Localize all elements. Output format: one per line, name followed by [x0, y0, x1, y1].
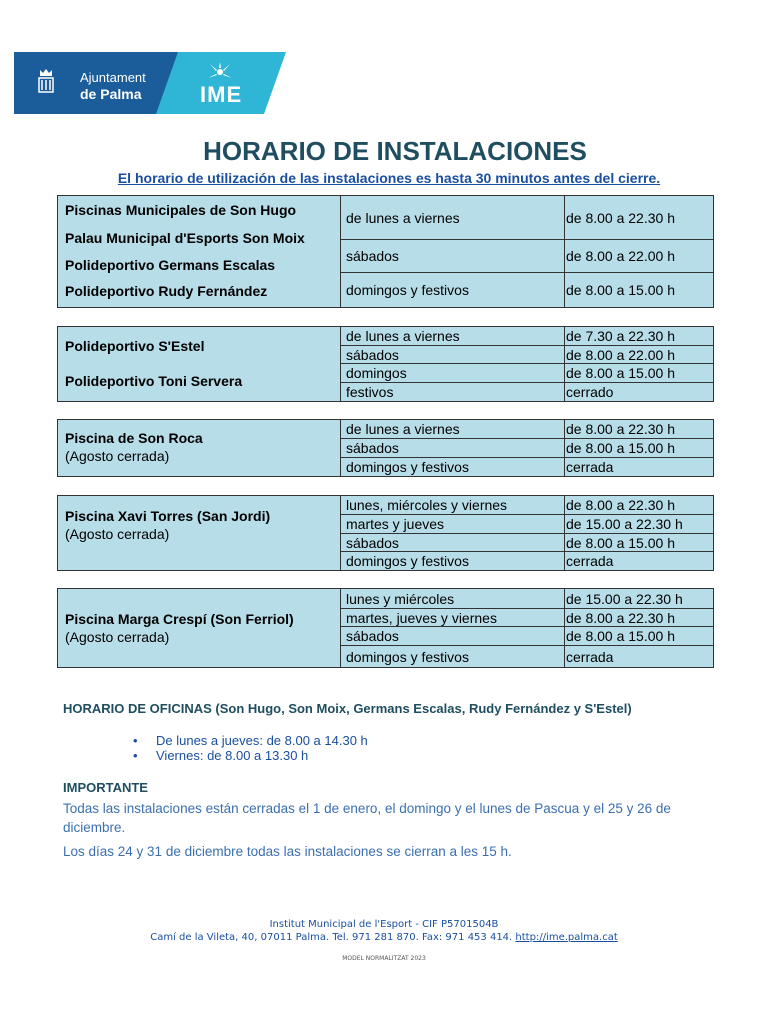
- offices-title: HORARIO DE OFICINAS (Son Hugo, Son Moix, Germans Escalas, Rudy Fernández y S'Estel): [63, 701, 632, 716]
- hours-cell: de 8.00 a 15.00 h: [566, 365, 675, 381]
- important-title: IMPORTANTE: [63, 780, 148, 795]
- important-text: Todas las instalaciones están cerradas el 1 de enero, el domingo y el lunes de Pascua y el 25 y 26 de diciembre.: [63, 801, 671, 835]
- day-cell: lunes y miércoles: [341, 589, 565, 608]
- hours-cell: de 8.00 a 15.00 h: [566, 534, 675, 551]
- hours-cell: de 15.00 a 22.30 h: [566, 516, 683, 532]
- hours-cell: cerrada: [566, 553, 614, 569]
- table-row: [341, 515, 713, 534]
- day-cell: festivos: [341, 383, 565, 401]
- day-cell: martes y jueves: [341, 515, 565, 533]
- hours-cell: de 15.00 a 22.30 h: [566, 590, 683, 607]
- day-cell: domingos y festivos: [341, 458, 565, 476]
- day-cell: de lunes a viernes: [341, 196, 565, 239]
- hours-cell: cerrado: [566, 384, 614, 400]
- schedule-table-1: [57, 195, 714, 308]
- facility-name: Piscina de Son Roca: [65, 430, 203, 446]
- day-cell: domingos y festivos: [341, 552, 565, 570]
- facility-cell: [58, 327, 341, 401]
- table-row: [341, 383, 713, 401]
- bullet-icon: •: [133, 748, 138, 763]
- facility-name: Piscina Xavi Torres (San Jordi): [65, 508, 271, 524]
- list-item-text: De lunes a jueves: de 8.00 a 14.30 h: [156, 733, 368, 748]
- day-cell: domingos: [341, 364, 565, 382]
- schedule-table-3: [57, 419, 714, 477]
- hours-cell: de 8.00 a 15.00 h: [566, 440, 675, 456]
- schedule-table-5: [57, 588, 714, 668]
- footer-line1: Institut Municipal de l'Esport - CIF P5701504B: [269, 919, 499, 930]
- hours-cell: de 8.00 a 22.30 h: [566, 209, 675, 226]
- ime-logo: [156, 52, 286, 114]
- table-row: [341, 534, 713, 552]
- hours-cell: de 8.00 a 15.00 h: [566, 282, 675, 298]
- facility-name: Piscina Marga Crespí (Son Ferriol): [65, 611, 294, 627]
- ajuntament-logo: [14, 52, 178, 114]
- hours-cell: de 8.00 a 22.30 h: [566, 421, 675, 437]
- table-row: [341, 552, 713, 570]
- footer-line2: [0, 932, 768, 943]
- day-cell: sábados: [341, 240, 565, 272]
- table-row: [341, 439, 713, 458]
- facility-name: Piscinas Municipales de Son Hugo: [65, 202, 297, 218]
- day-cell: sábados: [341, 346, 565, 363]
- table-row: [341, 273, 713, 307]
- coat-of-arms-icon: [36, 68, 56, 98]
- facility-note: (Agosto cerrada): [65, 526, 170, 542]
- schedule-table-2: [57, 326, 714, 402]
- facility-cell: [58, 196, 341, 307]
- table-row: [341, 589, 713, 609]
- facility-name: Polideportivo Germans Escalas: [65, 257, 276, 273]
- table-row: [341, 627, 713, 646]
- star-icon: [206, 62, 234, 82]
- day-cell: sábados: [341, 439, 565, 457]
- bullet-icon: •: [133, 733, 138, 748]
- page-subtitle: El horario de utilización de las instalaciones es hasta 30 minutos antes del cierre.: [117, 170, 661, 186]
- day-cell: de lunes a viernes: [341, 327, 565, 345]
- hours-cell: de 7.30 a 22.30 h: [566, 328, 675, 344]
- facility-note: (Agosto cerrada): [65, 448, 170, 464]
- day-cell: domingos y festivos: [341, 646, 565, 667]
- day-cell: lunes, miércoles y viernes: [341, 496, 565, 514]
- day-cell: de lunes a viernes: [341, 420, 565, 438]
- table-row: [341, 196, 713, 240]
- facility-note: (Agosto cerrada): [65, 629, 170, 645]
- facility-name: Polideportivo S'Estel: [65, 338, 205, 354]
- important-text-2: Los días 24 y 31 de diciembre todas las instalaciones se cierran a les 15 h.: [63, 844, 512, 859]
- day-cell: sábados: [341, 627, 565, 645]
- day-cell: domingos y festivos: [341, 273, 565, 307]
- table-row: [341, 458, 713, 476]
- hours-cell: de 8.00 a 22.00 h: [566, 346, 675, 363]
- list-item-text: Viernes: de 8.00 a 13.30 h: [156, 748, 309, 763]
- hours-cell: cerrada: [566, 459, 614, 475]
- table-row: [341, 420, 713, 439]
- facility-cell: [58, 496, 341, 570]
- table-row: [341, 646, 713, 667]
- hours-cell: de 8.00 a 22.30 h: [566, 609, 675, 626]
- table-row: [341, 346, 713, 364]
- table-row: [341, 364, 713, 383]
- table-row: [341, 609, 713, 627]
- logo-line1: Ajuntament: [80, 70, 146, 85]
- facility-name: Palau Municipal d'Esports Son Moix: [65, 230, 305, 246]
- logo-line2: de Palma: [80, 86, 142, 102]
- table-row: [341, 327, 713, 346]
- ime-brand: IME: [200, 82, 243, 107]
- facility-name: Polideportivo Toni Servera: [65, 373, 243, 389]
- hours-cell: de 8.00 a 22.00 h: [566, 248, 675, 264]
- footer-link[interactable]: http://ime.palma.cat: [515, 932, 618, 943]
- day-cell: martes, jueves y viernes: [341, 609, 565, 626]
- page-title: HORARIO DE INSTALACIONES: [203, 136, 587, 166]
- facility-name: Polideportivo Rudy Fernández: [65, 283, 268, 299]
- facility-cell: [58, 589, 341, 667]
- table-row: [341, 496, 713, 515]
- facility-cell: [58, 420, 341, 476]
- hours-cell: de 8.00 a 22.30 h: [566, 497, 675, 513]
- day-cell: sábados: [341, 534, 565, 551]
- hours-cell: de 8.00 a 15.00 h: [566, 628, 675, 644]
- hours-cell: cerrada: [566, 648, 614, 665]
- footer-address: Camí de la Vileta, 40, 07011 Palma. Tel. 971 281 870. Fax: 971 453 414.: [150, 932, 513, 943]
- table-row: [341, 240, 713, 273]
- schedule-table-4: [57, 495, 714, 571]
- footer-model: MODEL NORMALITZAT 2023: [342, 955, 426, 962]
